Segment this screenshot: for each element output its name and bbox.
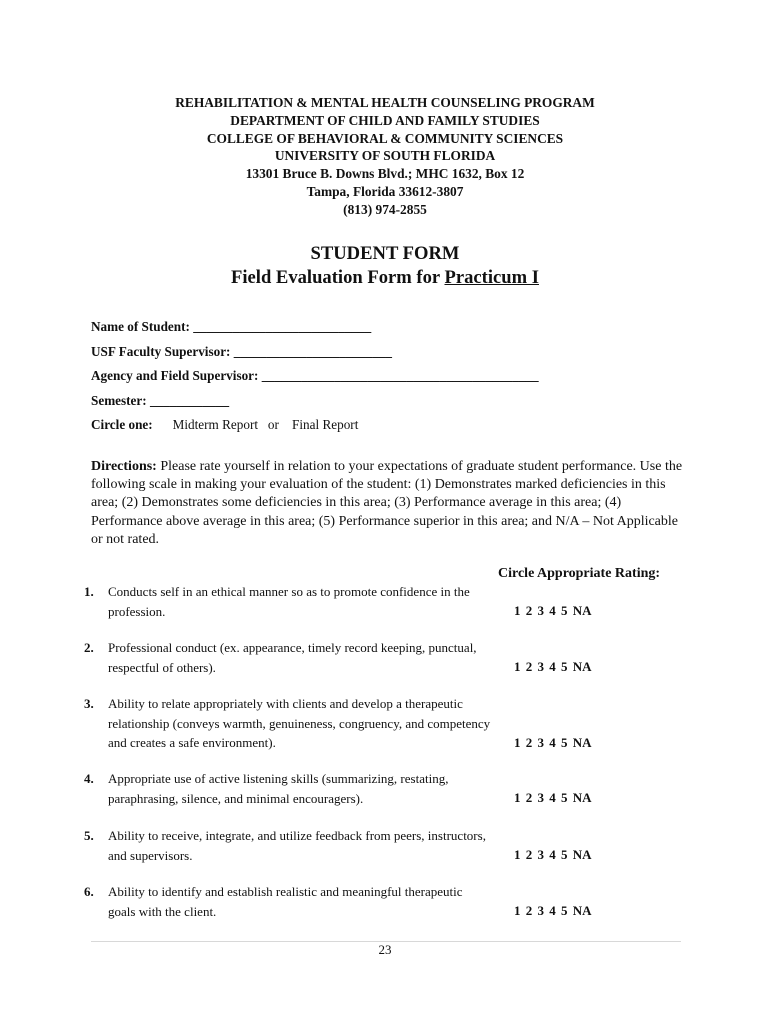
rating-scale[interactable]: 1 2 3 4 5 NA xyxy=(514,903,592,918)
item-text: Ability to receive, integrate, and utilize feedback from peers, instructors, and supervisors. xyxy=(108,828,486,863)
rating-scale[interactable]: 1 2 3 4 5 NA xyxy=(514,735,592,750)
header-line-university: UNIVERSITY OF SOUTH FLORIDA xyxy=(274,148,496,164)
semester-field[interactable] xyxy=(91,393,229,409)
form-subtitle xyxy=(0,266,770,290)
rating-scale[interactable]: 1 2 3 4 5 NA xyxy=(514,847,592,862)
item-text: Professional conduct (ex. appearance, timely record keeping, punctual, respectful of others). xyxy=(108,640,477,675)
page-number: 23 xyxy=(378,942,392,957)
item-number: 1. xyxy=(84,584,94,599)
item-text: Ability to relate appropriately with clients and develop a therapeutic relationship (conveys warmth, genuineness, congruency, and competency and creates a safe environment). xyxy=(108,696,491,751)
item-number: 6. xyxy=(84,884,94,899)
header-line-program: REHABILITATION & MENTAL HEALTH COUNSELING PROGRAM xyxy=(175,95,595,110)
program-header xyxy=(0,94,770,219)
rating-scale[interactable]: 1 2 3 4 5 NA xyxy=(514,790,592,805)
report-type-options[interactable]: Midterm Report or Final Report xyxy=(172,417,359,432)
semester-label: Semester: ____________ xyxy=(91,393,230,408)
agency-supervisor-label: Agency and Field Supervisor: __________________________________________ xyxy=(91,368,539,383)
agency-supervisor-field[interactable] xyxy=(91,368,539,384)
header-line-college: COLLEGE OF BEHAVIORAL & COMMUNITY SCIENCES xyxy=(206,130,564,146)
rating-scale[interactable]: 1 2 3 4 5 NA xyxy=(514,603,592,618)
directions-paragraph xyxy=(91,458,691,549)
faculty-supervisor-label: USF Faculty Supervisor: ________________________ xyxy=(91,344,392,359)
header-line-department: DEPARTMENT OF CHILD AND FAMILY STUDIES xyxy=(230,112,540,128)
student-name-field[interactable] xyxy=(91,319,371,335)
form-subtitle-prefix: Field Evaluation Form for xyxy=(231,267,445,288)
report-type-field xyxy=(91,417,358,433)
rating-scale[interactable]: 1 2 3 4 5 NA xyxy=(514,659,592,674)
form-title-main: STUDENT FORM xyxy=(310,243,460,264)
directions-label: Directions: xyxy=(91,459,157,474)
item-number: 4. xyxy=(84,771,94,786)
circle-one-label: Circle one: xyxy=(91,417,153,432)
item-number: 2. xyxy=(84,640,94,655)
item-text: Ability to identify and establish realistic and meaningful therapeutic goals with the client. xyxy=(108,884,463,919)
item-number: 3. xyxy=(84,696,94,711)
directions-text: Please rate yourself in relation to your expectations of graduate student performance. Use the following scale in making your evaluation of the student: (1) Demonstrates marked deficiencies in this area; (2) Demonstrates some deficiencies in this area; (3) Performance average in this area; (4) Performance above average in this area; (5) Performance superior in this area; and N/A – Not Applicable or not rated. xyxy=(91,459,683,547)
rating-heading: Circle Appropriate Rating: xyxy=(498,566,661,581)
header-line-phone: (813) 974-2855 xyxy=(343,201,427,217)
header-line-address: 13301 Bruce B. Downs Blvd.; MHC 1632, Box 12 xyxy=(245,166,525,182)
student-name-label: Name of Student: ___________________________ xyxy=(91,319,372,334)
item-number: 5. xyxy=(84,828,94,843)
form-subtitle-course: Practicum I xyxy=(444,267,539,288)
item-text: Appropriate use of active listening skills (summarizing, restating, paraphrasing, silence, and minimal encouragers). xyxy=(108,771,449,806)
header-line-city: Tampa, Florida 33612-3807 xyxy=(306,183,464,199)
faculty-supervisor-field[interactable] xyxy=(91,344,392,360)
form-title xyxy=(0,242,770,290)
item-text: Conducts self in an ethical manner so as to promote confidence in the profession. xyxy=(108,584,470,619)
